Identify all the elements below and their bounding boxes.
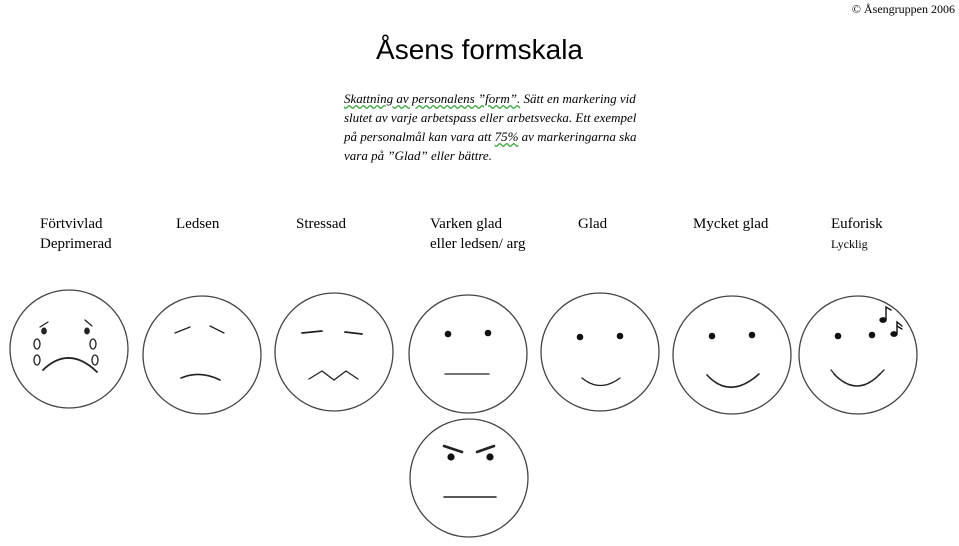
- music-notes-icon: [880, 307, 902, 336]
- crying-face-icon: [10, 290, 128, 408]
- label-line1: Stressad: [296, 216, 346, 232]
- neutral-face-icon: [409, 295, 527, 413]
- description-body: Sätt en markering vid slutet av varje arbetspass eller arbetsvecka. Ett exempel på personalmål kan vara att: [344, 91, 637, 144]
- label-line1: Ledsen: [176, 216, 220, 232]
- label-line2: eller ledsen/ arg: [430, 236, 526, 252]
- happy-face-icon: [541, 293, 659, 411]
- euphoric-face-icon: [799, 296, 917, 414]
- label-line1: Varken glad: [430, 216, 503, 232]
- label-line1: Mycket glad: [693, 216, 769, 232]
- description-lead: Skattning av personalens ”form”.: [344, 91, 521, 106]
- label-line1: Glad: [578, 216, 608, 232]
- sad-face-icon: [143, 296, 261, 414]
- stressed-face-icon: [275, 293, 393, 411]
- copyright-notice: © Åsengruppen 2006: [851, 2, 955, 16]
- angry-face-icon: [410, 419, 528, 537]
- label-line2: Deprimerad: [40, 236, 112, 252]
- very-happy-face-icon: [673, 296, 791, 414]
- page-title: Åsens formskala: [376, 34, 583, 65]
- description-tail: av markeringarna ska vara på ”Glad” eller bättre.: [344, 129, 637, 163]
- label-line2: Lycklig: [831, 237, 868, 251]
- description-percent: 75%: [494, 129, 519, 144]
- label-line1: Förtvivlad: [40, 216, 103, 232]
- label-line1: Euforisk: [831, 216, 883, 232]
